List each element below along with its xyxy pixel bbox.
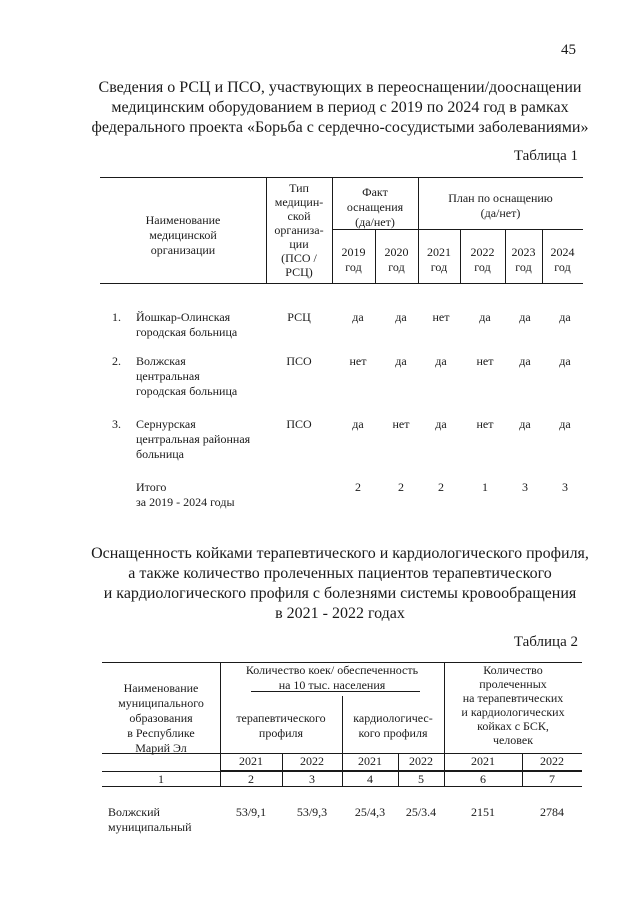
t2-year: 2021 [471, 754, 495, 768]
t2-index: 4 [367, 772, 373, 786]
col-org-type: Тип медицин- ской организа- ции (ПСО / РСЦ) [274, 181, 324, 279]
t2-col-therapeutic: терапевтического профиля [236, 711, 326, 740]
year-2020: 2020 год [384, 245, 409, 274]
table-2 [102, 662, 582, 772]
t2-year: 2022 [409, 754, 433, 768]
t2-year: 2022 [300, 754, 324, 768]
year-2021: 2021 год [427, 245, 451, 274]
year-2019: 2019 год [341, 245, 366, 274]
t2-index: 2 [248, 772, 254, 786]
year-2024: 2024 год [550, 245, 575, 274]
heading-1-line: Сведения о РСЦ и ПСО, участвующих в переоснащении/дооснащении [98, 79, 582, 96]
page-number: 45 [561, 42, 576, 58]
t2-col-cardio: кардиологичес- кого профиля [353, 711, 433, 740]
col-fact: Факт оснащения (да/нет) [346, 185, 404, 229]
heading-2-line: Оснащенность койками терапевтического и кардиологического профиля, [91, 545, 589, 562]
t2-index: 6 [480, 772, 486, 786]
heading-2-line: и кардиологического профиля с болезнями системы кровообращения [103, 585, 577, 602]
t2-col-beds: Количество коек/ обеспеченность на 10 тыс. населения [245, 663, 419, 692]
t2-col-name: Наименование муниципального образования в Республике Марий Эл [118, 681, 204, 755]
t2-index: 3 [309, 772, 315, 786]
t2-index: 1 [158, 772, 164, 786]
heading-2-line: а также количество пролеченных пациентов терапевтического [128, 565, 552, 582]
year-2022: 2022 год [470, 245, 495, 274]
table-1-label: Таблица 1 [513, 148, 578, 164]
heading-2 [70, 544, 610, 624]
heading-2-line: в 2021 - 2022 годах [275, 605, 405, 622]
col-plan: План по оснащению (да/нет) [448, 191, 553, 220]
t2-year: 2022 [540, 754, 564, 768]
year-2023: 2023 год [511, 245, 536, 274]
heading-1-line: медицинским оборудованием в период с 2019 по 2024 год в рамках [111, 99, 569, 116]
t2-col-treated: Количество пролеченных на терапевтических и кардиологических койках с БСК, человек [461, 663, 565, 747]
heading-1-line: федерального проекта «Борьба с сердечно-сосудистыми заболеваниями» [91, 119, 589, 136]
table-1: Наименование медицинской организации Тип медицин- ской организа- ции (ПСО / РСЦ) Факт оснащения (да/нет) План по оснащению (да/нет) 2019 год 2020 год 2021 год 2022 год 2023 год 2024 год 1. Йошкар-Олинская городская больница РСЦ да да нет да да да 2. Волжская центральная городская больница ПСО нет да да нет да да 3. Сернурская центральная районная больница ПСО да нет да нет да да Итого за 2019 - 2024 годы 2 2 2 1 3 3 [100, 177, 583, 285]
t2-year: 2021 [239, 754, 263, 768]
t2-year: 2021 [358, 754, 382, 768]
t2-index: 5 [418, 772, 424, 786]
t2-index: 7 [549, 772, 555, 786]
table-2-label: Таблица 2 [513, 634, 578, 650]
table-1-header [100, 177, 583, 285]
col-org-name: Наименование медицинской организации [145, 213, 221, 257]
heading-1 [70, 78, 610, 138]
